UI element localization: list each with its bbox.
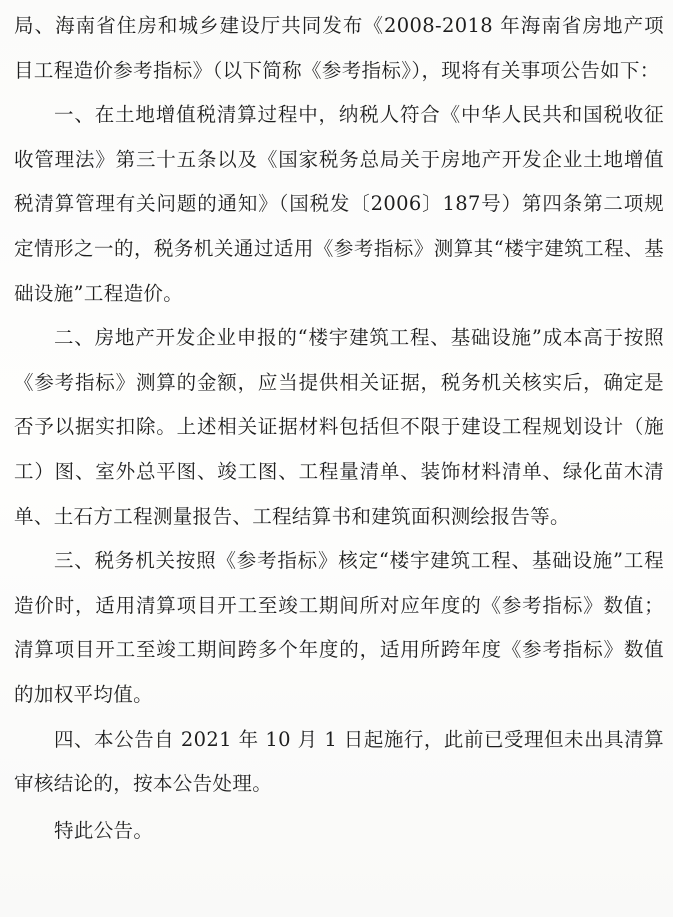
paragraph-item-2: 二、房地产开发企业申报的“楼宇建筑工程、基础设施”成本高于按照《参考指标》测算的金额，应当提供相关证据，税务机关核实后，确定是否予以据实扣除。上述相关证据材料包括但不限于建设工程规划设计（施工）图、室外总平图、竣工图、工程量清单、装饰材料清单、绿化苗木清单、土石方工程测量报告、工程结算书和建筑面积测绘报告等。 [14,326,664,528]
closing-statement: 特此公告。 [54,818,154,842]
paragraph-item-3: 三、税务机关按照《参考指标》核定“楼宇建筑工程、基础设施”工程造价时，适用清算项目开工至竣工期间所对应年度的《参考指标》数值；清算项目开工至竣工期间跨多个年度的，适用所跨年度《参考指标》数值的加权平均值。 [14,549,664,706]
document-body [14,4,664,853]
paragraph-item-4: 四、本公告自 2021 年 10 月 1 日起施行，此前已受理但未出具清算审核结论的，按本公告处理。 [14,727,664,796]
paragraph-item-1: 一、在土地增值税清算过程中，纳税人符合《中华人民共和国税收征收管理法》第三十五条以及《国家税务总局关于房地产开发企业土地增值税清算管理有关问题的通知》（国税发〔2006〕187号）第四条第二项规定情形之一的，税务机关通过适用《参考指标》测算其“楼宇建筑工程、基础设施”工程造价。 [14,103,664,305]
paragraph-intro-continuation: 局、海南省住房和城乡建设厅共同发布《2008-2018 年海南省房地产项目工程造价参考指标》（以下简称《参考指标》），现将有关事项公告如下： [14,14,664,82]
